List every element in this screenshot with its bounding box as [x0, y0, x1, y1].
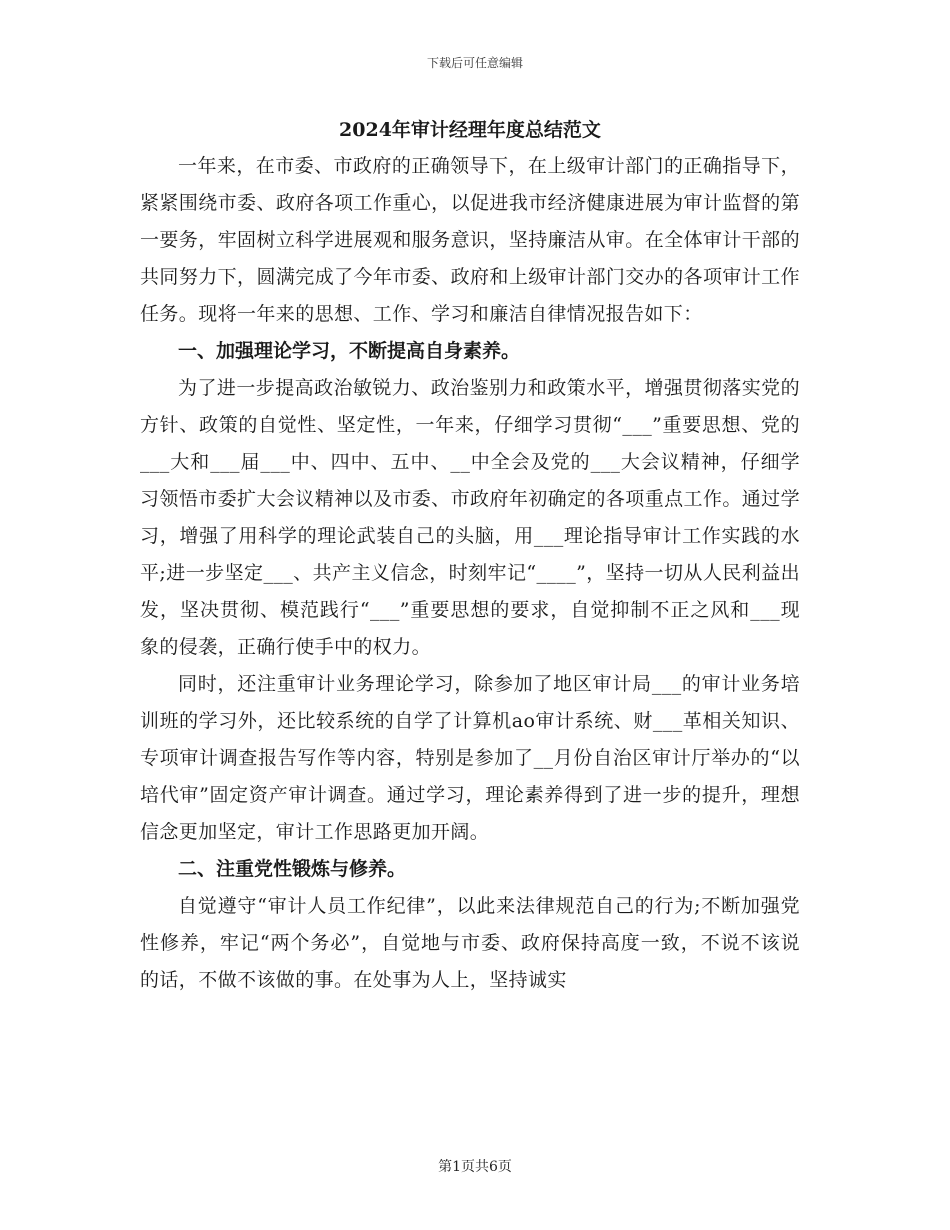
- document-body: [140, 112, 800, 999]
- section-1-paragraph-1: 为了进一步提高政治敏锐力、政治鉴别力和政策水平，增强贯彻落实党的方针、政策的自觉性、坚定性，一年来，仔细学习贯彻“___”重要思想、党的___大和___届___中、四中、五中、__中全会及党的___大会议精神，仔细学习领悟市委扩大会议精神以及市委、市政府年初确定的各项重点工作。通过学习，增强了用科学的理论武装自己的头脑，用___理论指导审计工作实践的水平;进一步坚定___、共产主义信念，时刻牢记“____”，坚持一切从人民利益出发，坚决贯彻、模范践行“___”重要思想的要求，自觉抑制不正之风和___现象的侵袭，正确行使手中的权力。: [140, 377, 800, 658]
- document-title: 2024年审计经理年度总结范文: [339, 119, 601, 141]
- section-2-heading: 二、注重党性锻炼与修养。: [178, 858, 407, 880]
- section-1-heading: 一、加强理论学习，不断提高自身素养。: [178, 340, 521, 362]
- header-note: 下载后可任意编辑: [426, 56, 523, 70]
- intro-paragraph: 一年来，在市委、市政府的正确领导下，在上级审计部门的正确指导下，紧紧围绕市委、政府各项工作重心，以促进我市经济健康进展为审计监督的第一要务，牢固树立科学进展观和服务意识，坚持廉洁从审。在全体审计干部的共同努力下，圆满完成了今年市委、政府和上级审计部门交办的各项审计工作任务。现将一年来的思想、工作、学习和廉洁自律情况报告如下：: [140, 155, 800, 325]
- page-footer: 第1页共6页: [438, 1159, 512, 1175]
- section-2-paragraph-1: 自觉遵守“审计人员工作纪律”，以此来法律规范自己的行为;不断加强党性修养，牢记“两个务必”，自觉地与市委、政府保持高度一致，不说不该说的话，不做不该做的事。在处事为人上，坚持诚实: [140, 895, 800, 991]
- section-1-paragraph-2: 同时，还注重审计业务理论学习，除参加了地区审计局___的审计业务培训班的学习外，还比较系统的自学了计算机ao审计系统、财___革相关知识、专项审计调查报告写作等内容，特别是参加了__月份自治区审计厅举办的“以培代审”固定资产审计调查。通过学习，理论素养得到了进一步的提升，理想信念更加坚定，审计工作思路更加开阔。: [140, 673, 800, 843]
